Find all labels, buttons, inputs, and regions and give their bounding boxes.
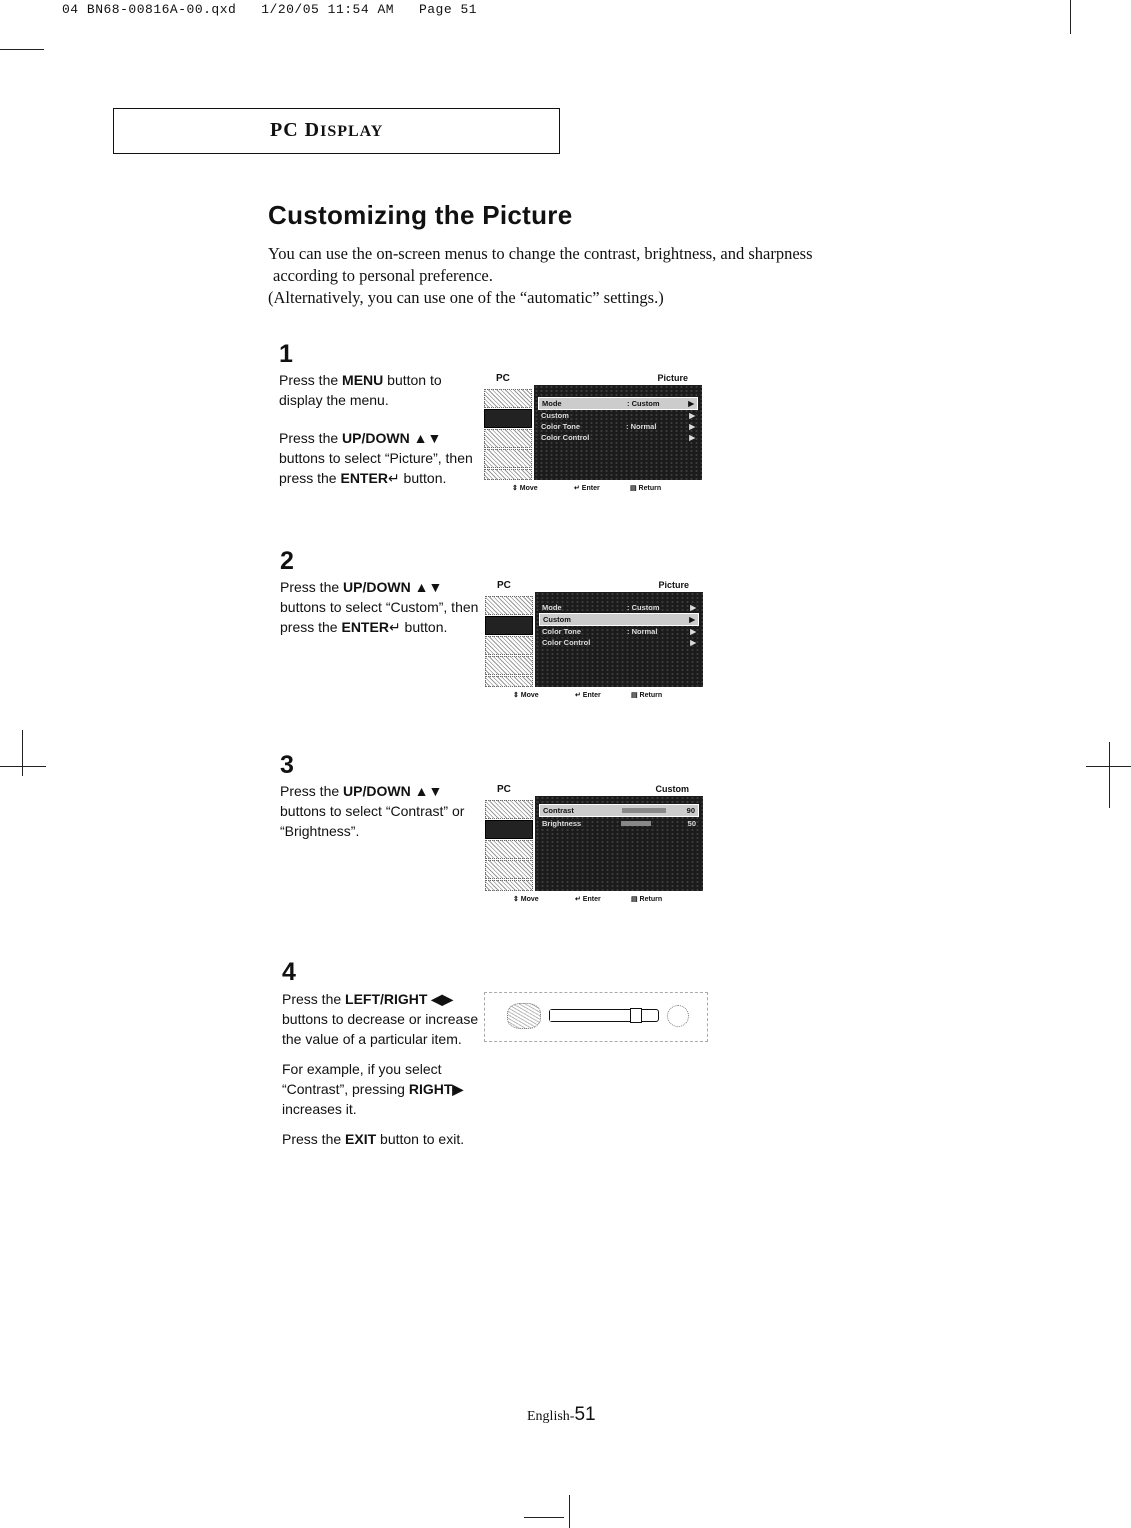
step-paragraph: Press the UP/DOWN ▲▼ buttons to select “Contrast” or “Brightness”.	[280, 783, 465, 839]
intro-line: according to personal preference.	[273, 266, 493, 285]
osd-footer-enter: ↵ Enter	[574, 485, 600, 492]
osd-source-label: PC	[497, 784, 511, 795]
crop-mark	[22, 730, 23, 776]
footer-language: English-	[527, 1409, 575, 1424]
step-text	[279, 370, 479, 506]
crop-mark	[569, 1495, 570, 1528]
osd-footer-return: ▤ Return	[630, 485, 662, 492]
step-paragraph: Press the MENU button to display the menu.	[279, 372, 442, 408]
step-number: 3	[280, 751, 294, 779]
crop-mark	[1070, 0, 1071, 34]
brightness-icon	[667, 1005, 689, 1027]
osd-footer-return: ▤ Return	[631, 692, 663, 699]
page-number: 51	[574, 1404, 596, 1425]
channel-icon	[485, 880, 533, 891]
picture-icon	[485, 820, 533, 839]
osd-menu-panel	[534, 385, 702, 480]
step-paragraph: Press the EXIT button to exit.	[282, 1131, 465, 1147]
osd-screenshot	[483, 580, 703, 715]
step-paragraph: For example, if you select “Contrast”, pressing RIGHT▶ increases it.	[282, 1061, 464, 1117]
crop-mark	[524, 1517, 564, 1518]
osd-source-label: PC	[496, 373, 510, 384]
slider-track	[549, 1009, 659, 1022]
crop-mark	[1109, 742, 1110, 808]
slider-fill	[550, 1010, 636, 1021]
osd-footer-move: ⇕ Move	[512, 485, 538, 492]
osd-sidebar	[483, 796, 533, 891]
picture-icon	[485, 616, 533, 635]
osd-row: Contrast 90	[539, 804, 699, 817]
sound-icon	[484, 429, 532, 448]
intro-line: You can use the on-screen menus to change the contrast, brightness, and sharpness	[268, 244, 813, 263]
picture-icon	[484, 409, 532, 428]
osd-menu-panel	[535, 796, 703, 891]
step-paragraph: Press the UP/DOWN ▲▼ buttons to select “Custom”, then press the ENTER↵ button.	[280, 579, 479, 635]
osd-footer-return: ▤ Return	[631, 896, 663, 903]
osd-row: Color Control ▶	[542, 638, 696, 647]
input-icon	[485, 800, 533, 819]
step-number: 4	[282, 958, 296, 986]
setup-icon	[485, 860, 533, 879]
step-number: 1	[279, 340, 293, 368]
contrast-slider-illustration	[484, 992, 708, 1042]
section-title	[270, 119, 383, 142]
osd-row: Color Tone : Normal ▶	[542, 627, 696, 636]
osd-row: Mode : Custom ▶	[542, 603, 696, 612]
osd-menu-title: Custom	[655, 784, 689, 794]
setup-icon	[484, 449, 532, 468]
osd-row: Custom ▶	[541, 411, 695, 420]
crop-mark	[0, 766, 46, 767]
channel-icon	[484, 469, 532, 480]
section-title-small: ISPLAY	[320, 123, 384, 140]
crop-mark	[0, 49, 44, 50]
osd-level-bar	[621, 821, 651, 826]
osd-footer-move: ⇕ Move	[513, 896, 539, 903]
osd-menu-panel	[535, 592, 703, 687]
input-icon	[485, 596, 533, 615]
intro-text	[268, 243, 948, 309]
osd-menu-title: Picture	[657, 373, 688, 383]
osd-sidebar	[483, 592, 533, 687]
osd-footer-enter: ↵ Enter	[575, 692, 601, 699]
osd-footer-move: ⇕ Move	[513, 692, 539, 699]
osd-screenshot	[483, 784, 703, 919]
setup-icon	[485, 656, 533, 675]
step-text	[280, 577, 480, 655]
sound-icon	[485, 636, 533, 655]
osd-row: Color Control ▶	[541, 433, 695, 442]
osd-level-bar	[622, 808, 666, 813]
osd-menu-title: Picture	[658, 580, 689, 590]
osd-row: Brightness 50	[542, 819, 696, 828]
input-icon	[484, 389, 532, 408]
osd-row: Color Tone : Normal ▶	[541, 422, 695, 431]
channel-icon	[485, 676, 533, 687]
contrast-icon	[507, 1003, 541, 1029]
osd-row: Mode : Custom ▶	[538, 397, 698, 410]
slider-knob	[630, 1008, 642, 1023]
osd-row: Custom ▶	[539, 613, 699, 626]
print-header: 04 BN68-00816A-00.qxd 1/20/05 11:54 AM Page 51	[62, 2, 478, 17]
step-text	[282, 989, 482, 1159]
step-paragraph: Press the UP/DOWN ▲▼ buttons to select “Picture”, then press the ENTER↵ button.	[279, 430, 473, 486]
section-title-big: PC D	[270, 119, 321, 141]
step-text	[280, 781, 480, 859]
osd-footer-enter: ↵ Enter	[575, 896, 601, 903]
page-heading: Customizing the Picture	[268, 200, 573, 230]
page-footer	[527, 1404, 596, 1426]
intro-line: (Alternatively, you can use one of the “automatic” settings.)	[268, 288, 664, 307]
step-number: 2	[280, 547, 294, 575]
step-paragraph: Press the LEFT/RIGHT ◀▶ buttons to decrease or increase the value of a particular item.	[282, 991, 479, 1047]
osd-screenshot	[482, 373, 702, 508]
osd-sidebar	[482, 385, 532, 480]
sound-icon	[485, 840, 533, 859]
osd-source-label: PC	[497, 580, 511, 591]
